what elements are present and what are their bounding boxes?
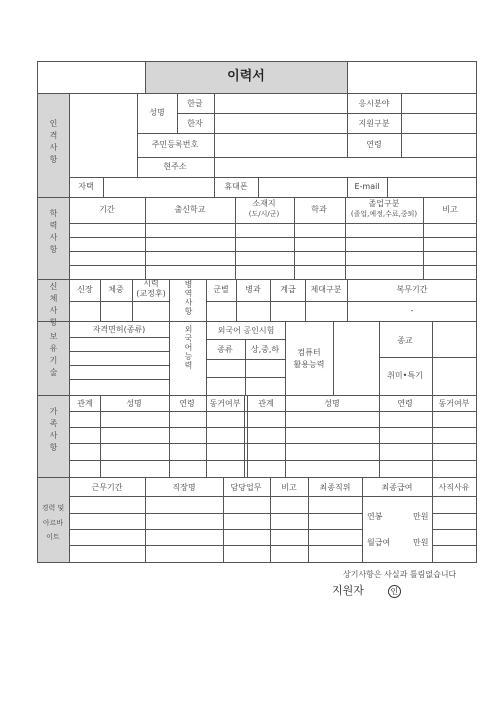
edu-location-header: 소재지 — [252, 199, 276, 208]
hobby-label: 취미•특기 — [387, 371, 423, 380]
annual-salary-label: 연봉 — [367, 512, 383, 521]
family-cohabit-label-1: 동거여부 — [209, 399, 241, 408]
family-name-label-1: 성명 — [126, 399, 142, 408]
vision-sub-label: (교정후) — [136, 289, 166, 298]
service-period-dash: - — [410, 306, 414, 315]
career-section-label-3: 이트 — [46, 533, 60, 541]
career-note-header: 비고 — [281, 483, 297, 492]
family-age-label-1: 연령 — [179, 399, 195, 408]
annual-unit-label: 만원 — [413, 512, 429, 521]
seal-mark: 인 — [388, 585, 401, 598]
religion-label: 종교 — [397, 336, 413, 345]
family-age-label-2: 연령 — [397, 399, 413, 408]
applicant-signature — [332, 582, 401, 598]
language-kind-label: 종류 — [217, 345, 233, 354]
service-period-label: 복무기간 — [396, 285, 428, 294]
career-section-label-2: 아르바 — [42, 519, 64, 527]
skills-section-label: 보유기술 — [49, 332, 58, 380]
home-phone-label: 자택 — [78, 182, 94, 191]
career-position-header: 최종직위 — [319, 483, 351, 492]
edu-graduation-sub: (졸업,예정,수료,중퇴) — [350, 210, 418, 218]
edu-note-header: 비고 — [442, 205, 458, 214]
height-label: 신장 — [77, 285, 93, 294]
corps-label: 병과 — [245, 285, 261, 294]
edu-period-header: 기간 — [99, 205, 115, 214]
resident-no-label: 주민등록번호 — [151, 140, 199, 149]
name-label: 성명 — [149, 108, 165, 117]
weight-label: 체중 — [108, 285, 124, 294]
computer-label-2: 활용능력 — [293, 360, 325, 369]
career-company-header: 직장명 — [172, 483, 196, 492]
career-period-header: 근무기간 — [91, 483, 123, 492]
license-label: 자격면허(종류) — [92, 325, 146, 334]
age-label: 연령 — [366, 140, 382, 149]
computer-label-1: 컴퓨터 — [297, 348, 321, 357]
monthly-salary-label: 월급여 — [367, 538, 391, 547]
edu-graduation-header: 졸업구분 — [368, 199, 400, 208]
division-label: 지원구분 — [358, 119, 390, 128]
education-section-label: 학력사항 — [49, 209, 58, 257]
footer-statement: 상기사항은 사실과 틀림없습니다 — [343, 570, 457, 579]
hanja-name-label: 한자 — [187, 119, 203, 128]
address-label: 현주소 — [163, 162, 187, 171]
korean-name-label: 한글 — [187, 99, 203, 108]
family-name-label-2: 성명 — [324, 399, 340, 408]
edu-location-sub: (도/시/군) — [248, 210, 280, 218]
family-relation-label-1: 관계 — [77, 399, 93, 408]
foreign-section-label: 외국어능력 — [184, 325, 193, 370]
edu-school-header: 출신학교 — [174, 205, 206, 214]
discharge-label: 제대구분 — [310, 285, 342, 294]
personal-section-label: 인격사항 — [49, 119, 58, 167]
applicant-label: 지원자 — [332, 584, 364, 597]
career-section-label-1: 경력 및 — [41, 504, 65, 512]
form-title: 이력서 — [227, 69, 265, 84]
career-duty-header: 담당업무 — [230, 483, 262, 492]
edu-major-header: 학과 — [311, 205, 327, 214]
branch-label: 군별 — [213, 285, 229, 294]
field-label: 응시분야 — [358, 99, 390, 108]
career-reason-header: 사직사유 — [438, 483, 470, 492]
vision-label: 시력 — [143, 279, 159, 288]
military-section-label: 병역사항 — [184, 280, 193, 316]
email-label: E-mail — [354, 182, 380, 191]
family-relation-label-2: 관계 — [258, 399, 274, 408]
family-section-label: 가족사항 — [49, 407, 58, 455]
resume-form — [37, 61, 477, 563]
body-section-label: 신체사항 — [49, 282, 58, 330]
monthly-unit-label: 만원 — [413, 538, 429, 547]
rank-label: 계급 — [280, 285, 296, 294]
family-cohabit-label-2: 동거여부 — [438, 399, 470, 408]
mobile-label: 휴대폰 — [224, 182, 248, 191]
language-level-label: 상,중,하 — [250, 345, 280, 354]
language-test-label: 외국어 공인시험 — [217, 326, 275, 335]
career-salary-header: 최종급여 — [381, 483, 413, 492]
